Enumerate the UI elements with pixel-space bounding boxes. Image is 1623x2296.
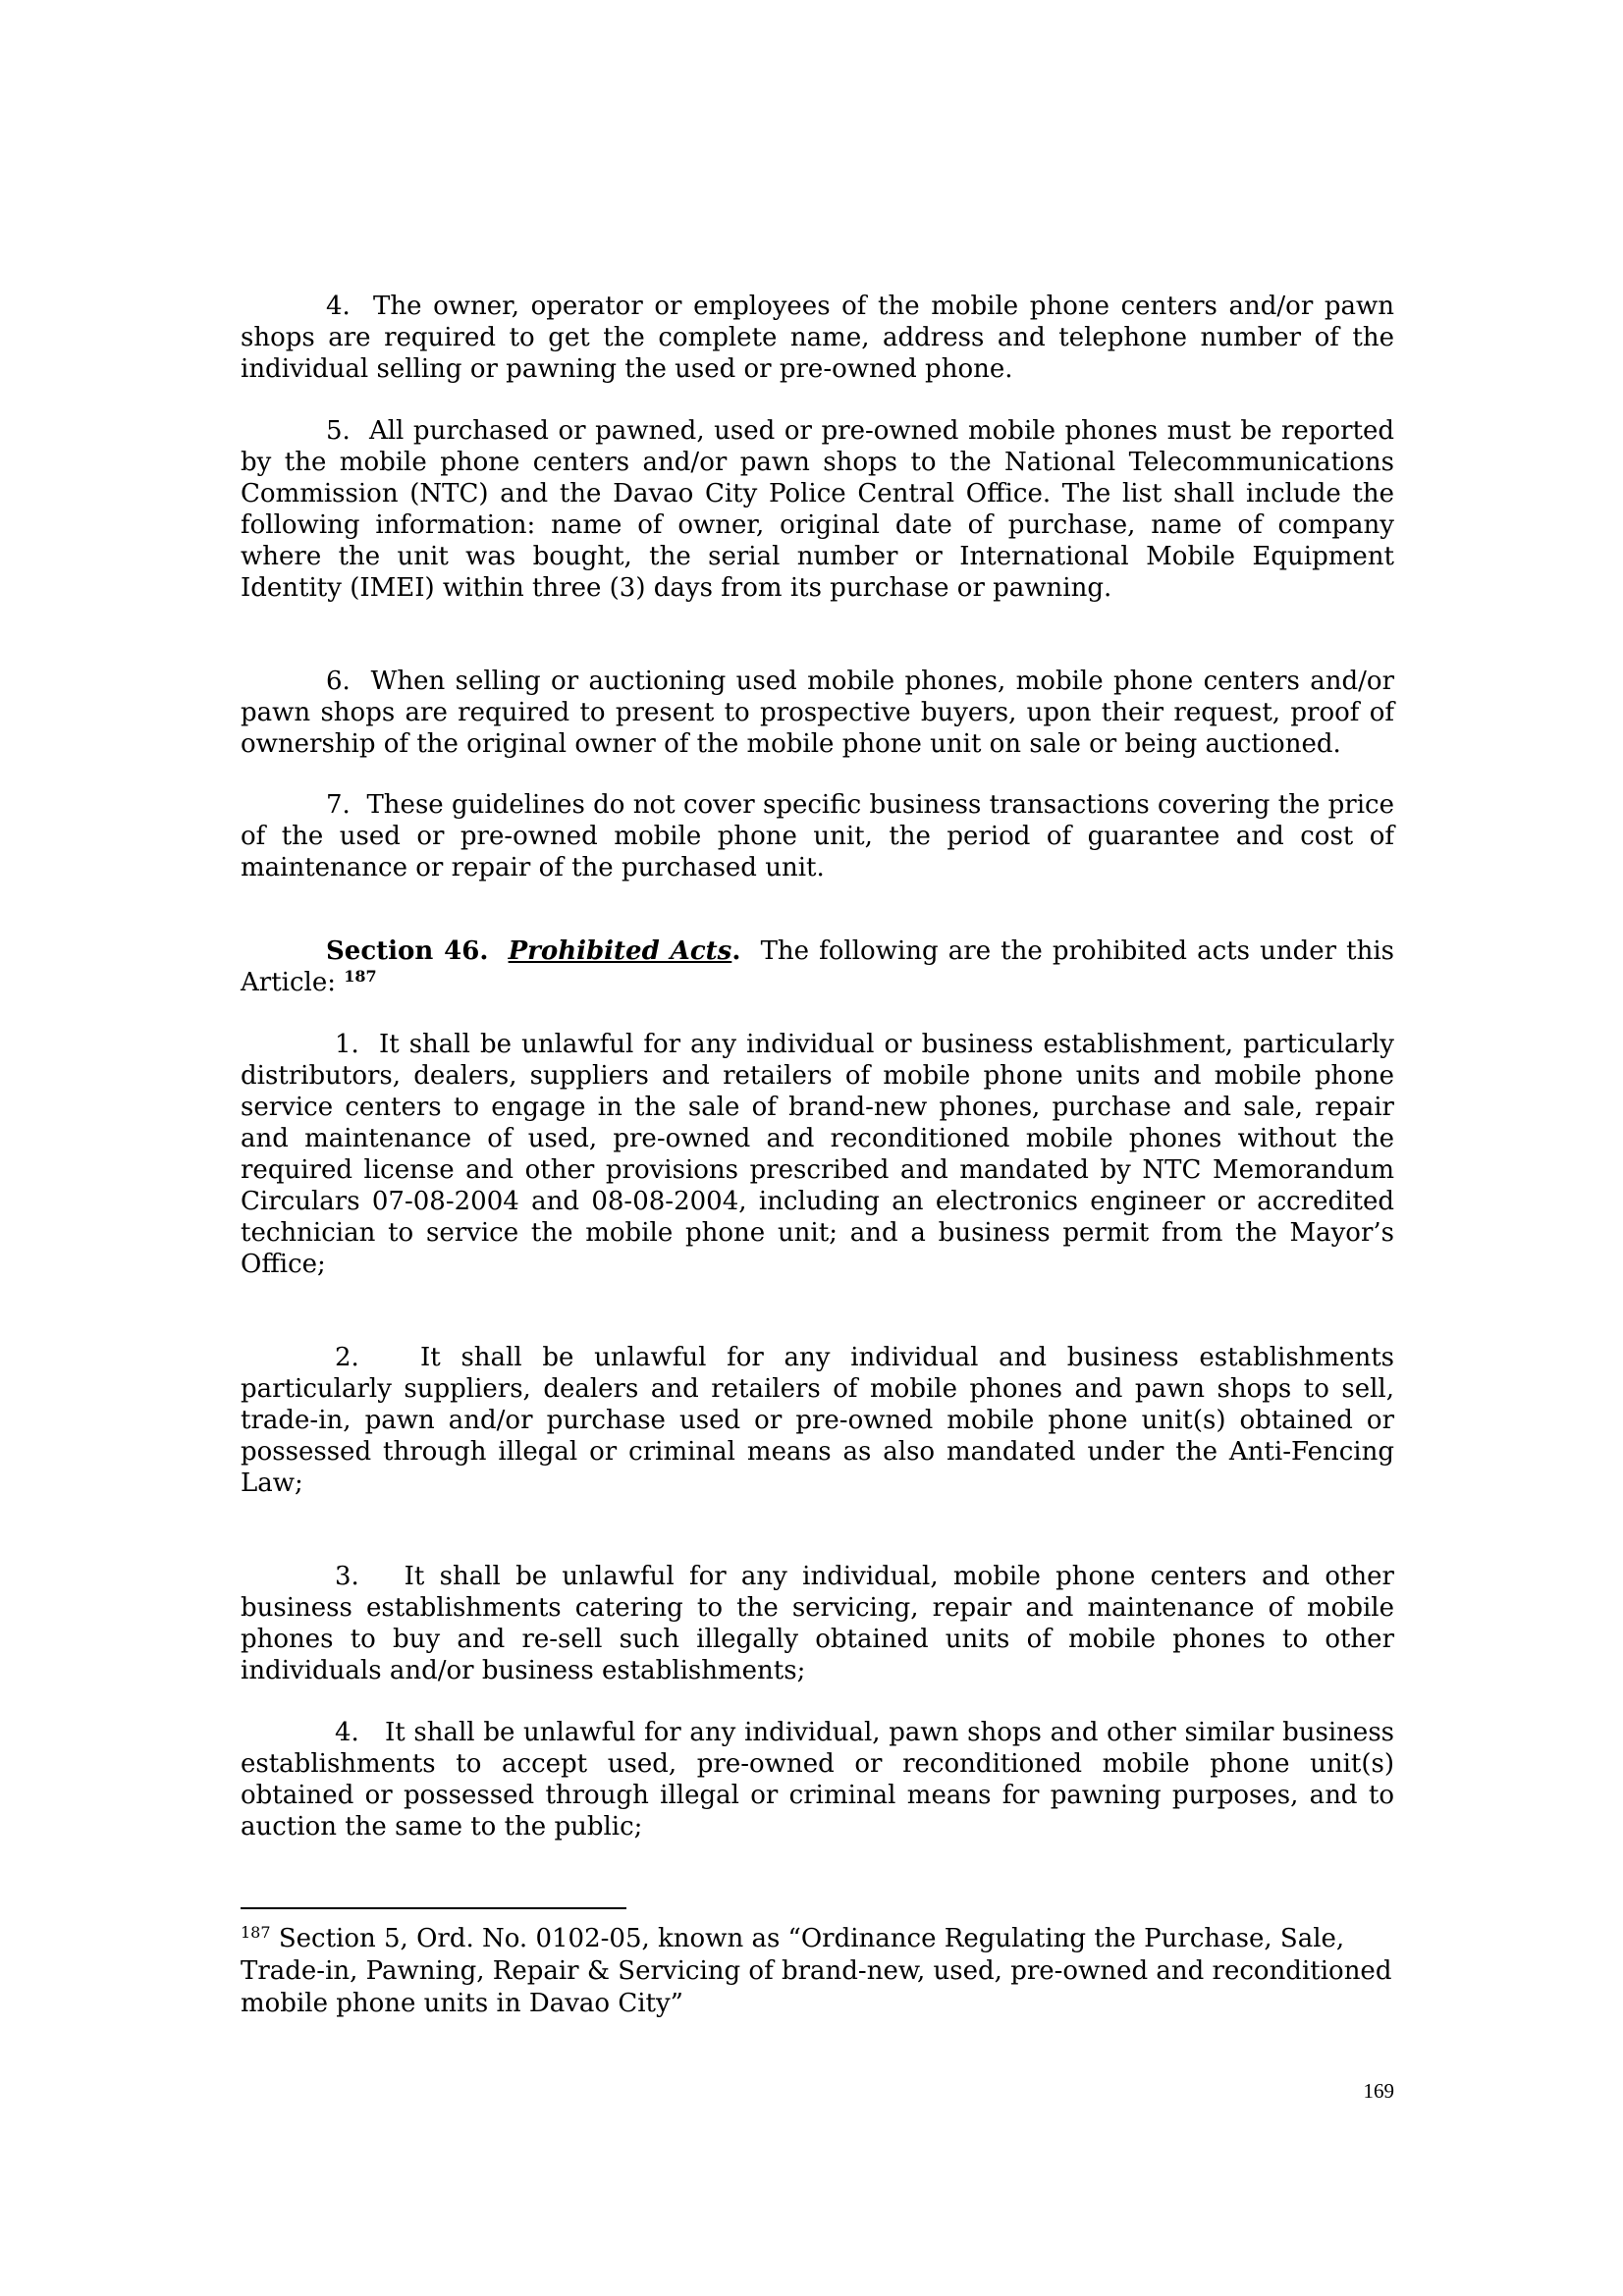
act-text: It shall be unlawful for any individual or business establishment, particularly distributors, dealers, suppliers and retailers of mobile phone units and mobile phone service centers to engage in the sale of brand-new phones, purchase and sale, repair and maintenance of used, pre-owned and reconditioned mobile phones without the required license and other provisions prescribed and mandated by NTC Memorandum Circulars 07-08-2004 and 08-08-2004, including an electronics engineer or accredited technician to service the mobile phone unit; and a business permit from the Mayor’s Office; xyxy=(241,1030,1395,1279)
prohibited-act-1 xyxy=(241,1029,1394,1280)
section-heading xyxy=(241,935,1394,998)
footnote xyxy=(241,1923,1394,2020)
act-text: It shall be unlawful for any individual and business establishments particularly suppliers, dealers and retailers of mobile phones and pawn shops to sell, trade-in, pawn and/or purchase used or pre-owned mobile phone unit(s) obtained or possessed through illegal or criminal means as also mandated under the Anti-Fencing Law; xyxy=(241,1343,1394,1498)
guideline-paragraph-4 xyxy=(241,291,1394,385)
paragraph-text: When selling or auctioning used mobile phones, mobile phone centers and/or pawn shops are required to present to prospective buyers, upon their request, proof of ownership of the original owner of the mobile phone unit on sale or being auctioned. xyxy=(241,667,1395,759)
footnote-reference: 187 xyxy=(344,967,377,986)
paragraph-number: 4. xyxy=(326,292,351,321)
document-body xyxy=(241,291,1394,1842)
page-number: 169 xyxy=(1363,2079,1394,2103)
prohibited-act-2 xyxy=(241,1342,1394,1499)
prohibited-act-3 xyxy=(241,1561,1394,1686)
paragraph-text: All purchased or pawned, used or pre-owned mobile phones must be reported by the mobile phone centers and/or pawn shops to the National Telecommunications Commission (NTC) and the Davao City Police Central Office. The list shall include the following information: name of owner, original date of purchase, name of company where the unit was bought, the serial number or International Mobile Equipment Identity (IMEI) within three (3) days from its purchase or pawning. xyxy=(241,416,1394,603)
section-title-period: . xyxy=(731,936,741,966)
footnote-marker: 187 xyxy=(241,1923,271,1942)
section-intro: The following are the prohibited acts under this Article: xyxy=(241,936,1395,997)
footnote-text: Section 5, Ord. No. 0102-05, known as “Ordinance Regulating the Purchase, Sale, Trade-in, Pawning, Repair & Servicing of brand-new, used, pre-owned and reconditioned mobile phone units in Davao City” xyxy=(241,1924,1392,2018)
act-number: 1. xyxy=(335,1030,359,1059)
paragraph-text: The owner, operator or employees of the mobile phone centers and/or pawn shops are required to get the complete name, address and telephone number of the individual selling or pawning the used or pre-owned phone. xyxy=(241,292,1395,384)
section-number: Section 46. xyxy=(326,936,489,966)
paragraph-number: 6. xyxy=(326,667,351,696)
section-title: Prohibited Acts xyxy=(508,936,732,966)
footnote-separator xyxy=(241,1907,626,1909)
prohibited-act-4 xyxy=(241,1717,1394,1842)
guideline-paragraph-6 xyxy=(241,666,1394,760)
act-text: It shall be unlawful for any individual, mobile phone centers and other business establishments catering to the servicing, repair and maintenance of mobile phones to buy and re-sell such illegally obtained units of mobile phones to other individuals and/or business establishments; xyxy=(241,1562,1394,1685)
act-number: 2. xyxy=(335,1343,359,1372)
paragraph-number: 5. xyxy=(326,416,351,446)
paragraph-number: 7. xyxy=(326,790,351,820)
guideline-paragraph-5 xyxy=(241,415,1394,604)
paragraph-text: These guidelines do not cover specific business transactions covering the price of the used or pre-owned mobile phone unit, the period of guarantee and cost of maintenance or repair of the purchased unit. xyxy=(241,790,1394,882)
guideline-paragraph-7 xyxy=(241,789,1394,883)
act-number: 3. xyxy=(335,1562,359,1591)
act-number: 4. xyxy=(335,1718,359,1747)
act-text: It shall be unlawful for any individual, pawn shops and other similar business establishments to accept used, pre-owned or reconditioned mobile phone unit(s) obtained or possessed through illegal or criminal means for pawning purposes, and to auction the same to the public; xyxy=(241,1718,1394,1842)
